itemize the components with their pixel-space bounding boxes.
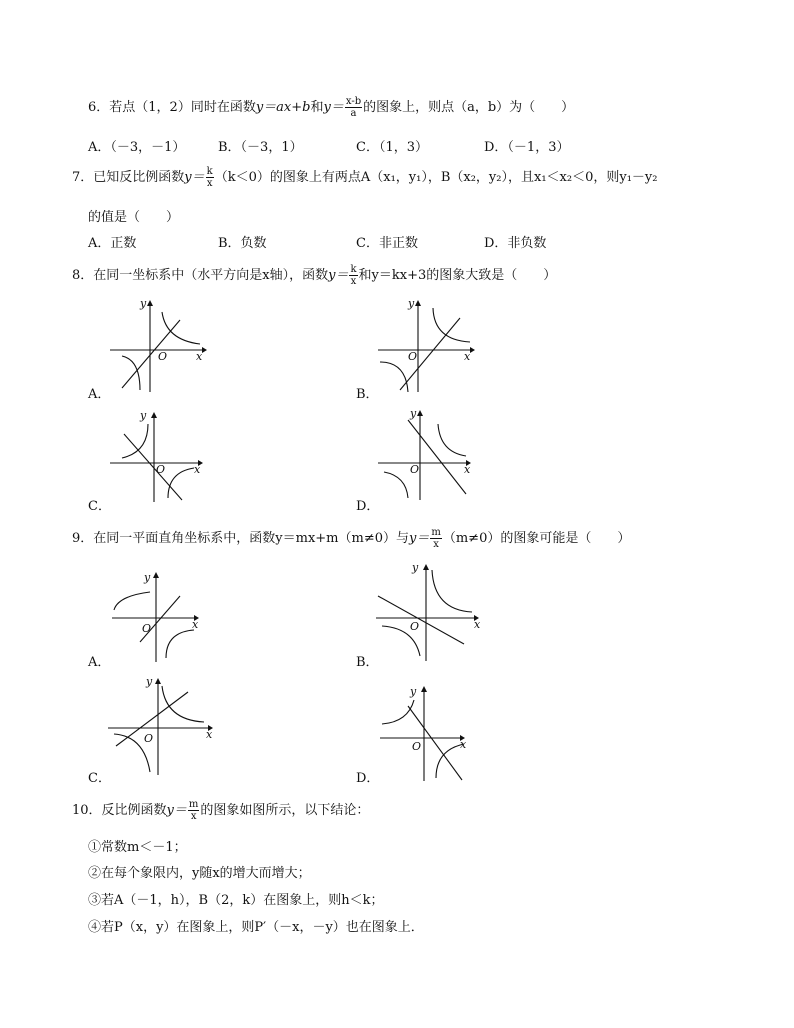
- line-graph: [378, 596, 464, 644]
- q7-option-b[interactable]: B．负数: [218, 236, 267, 251]
- y-arrow-icon: [417, 410, 423, 416]
- y-arrow-icon: [415, 300, 421, 306]
- q6-option-b[interactable]: B．（－3，1）: [218, 140, 303, 155]
- x-axis-label: x: [192, 618, 199, 631]
- x-axis-label: x: [460, 738, 467, 751]
- q9-fraction: $\frac{m}{x}$: [431, 527, 441, 550]
- origin-label: O: [156, 463, 166, 476]
- hyperbola-branch: [168, 468, 194, 498]
- hyperbola-branch: [114, 592, 150, 610]
- y-arrow-icon: [147, 300, 153, 306]
- q8-label-b: B．: [356, 387, 379, 402]
- hyperbola-branch: [433, 308, 470, 342]
- y-arrow-icon: [421, 686, 427, 692]
- x-axis-label: x: [474, 618, 481, 631]
- x-axis-label: x: [464, 350, 471, 363]
- x-arrow-icon: [470, 347, 475, 353]
- q8-graph-c[interactable]: [110, 408, 210, 503]
- q7-stem-cont: 的值是（ ）: [88, 210, 180, 225]
- q9-label-a: A．: [88, 655, 111, 670]
- y-axis-label: y: [144, 571, 151, 584]
- hyperbola-branch: [162, 686, 204, 722]
- hyperbola-branch: [438, 424, 466, 456]
- origin-label: O: [410, 463, 420, 476]
- q10-statement-2: ②在每个象限内，y随x的增大而增大；: [88, 866, 311, 881]
- q10-statement-4: ④若P（x，y）在图象上，则P′（－x，－y）也在图象上．: [88, 920, 424, 935]
- x-arrow-icon: [202, 347, 207, 353]
- q9-graph-a[interactable]: [112, 568, 212, 663]
- q7-option-a[interactable]: A．正数: [88, 236, 137, 251]
- y-axis-label: y: [412, 561, 419, 574]
- q7-fraction: $\frac{k}{x}$: [206, 166, 213, 189]
- q9-graph-c[interactable]: [108, 676, 218, 776]
- q6-option-d[interactable]: D．（－1，3）: [484, 140, 570, 155]
- y-arrow-icon: [423, 564, 429, 570]
- q8-graph-d[interactable]: [378, 406, 478, 501]
- y-arrow-icon: [151, 412, 157, 418]
- q8-fraction: $\frac{k}{x}$: [350, 264, 357, 287]
- q7-stem: 7．已知反比例函数y＝ $\frac{k}{x}$ （k＜0）的图象上有两点A（x₁，y₁），B（x₂，y₂），且x₁＜x₂＜0，则y₁－y₂: [72, 166, 658, 189]
- q7-option-c[interactable]: C．非正数: [356, 236, 418, 251]
- q8-graph-a[interactable]: [110, 298, 210, 393]
- origin-label: O: [158, 350, 168, 363]
- origin-label: O: [410, 620, 420, 633]
- origin-label: O: [144, 732, 154, 745]
- q9-label-b: B．: [356, 655, 379, 670]
- x-axis-label: x: [194, 463, 201, 476]
- q9-graph-b[interactable]: [376, 562, 486, 662]
- origin-label: O: [412, 740, 422, 753]
- q8-label-a: A．: [88, 387, 111, 402]
- y-axis-label: y: [146, 675, 153, 688]
- q9-label-d: D．: [356, 771, 380, 786]
- q9-stem: 9．在同一平面直角坐标系中，函数y＝mx+m（m≠0）与y＝ $\frac{m}{x}$ （m≠0）的图象可能是（ ）: [72, 527, 631, 550]
- q8-graph-b[interactable]: [378, 298, 478, 393]
- y-axis-label: y: [140, 409, 147, 422]
- y-arrow-icon: [155, 678, 161, 684]
- hyperbola-branch: [380, 362, 408, 392]
- x-axis-label: x: [464, 463, 471, 476]
- q8-label-c: C．: [88, 499, 111, 514]
- y-axis-label: y: [410, 407, 417, 420]
- q6-fraction: $\frac{x-b}{a}$: [345, 96, 362, 119]
- q6-option-c[interactable]: C．（1，3）: [356, 140, 428, 155]
- q6-stem: 6．若点（1，2）同时在函数y＝ax+b和y＝ $\frac{x-b}{a}$ 的图象上，则点（a，b）为（ ）: [88, 96, 575, 119]
- line-graph: [122, 320, 180, 388]
- line-graph: [408, 420, 466, 494]
- y-axis-label: y: [140, 297, 147, 310]
- hyperbola-branch: [432, 570, 472, 612]
- hyperbola-branch: [162, 312, 200, 344]
- origin-label: O: [408, 350, 418, 363]
- q8-stem: 8．在同一坐标系中（水平方向是x轴），函数y＝ $\frac{k}{x}$ 和y＝kx+3的图象大致是（ ）: [72, 264, 557, 287]
- hyperbola-branch: [166, 630, 194, 658]
- q6-option-a[interactable]: A．（－3，－1）: [88, 140, 186, 155]
- x-axis-label: x: [206, 728, 213, 741]
- q10-stem: 10．反比例函数y＝ $\frac{m}{x}$ 的图象如图所示，以下结论：: [72, 799, 370, 822]
- hyperbola-branch: [122, 424, 148, 458]
- origin-label: O: [142, 622, 152, 635]
- line-graph: [124, 434, 182, 500]
- line-graph: [140, 596, 180, 642]
- hyperbola-branch: [384, 472, 408, 498]
- q10-statement-1: ①常数m＜－1；: [88, 840, 187, 855]
- y-axis-label: y: [410, 685, 417, 698]
- q9-graph-d[interactable]: [380, 682, 480, 782]
- hyperbola-branch: [382, 700, 414, 724]
- x-axis-label: x: [196, 350, 203, 363]
- q10-statement-3: ③若A（－1，h），B（2，k）在图象上，则h＜k；: [88, 893, 384, 908]
- q8-label-d: D．: [356, 499, 380, 514]
- q10-fraction: $\frac{m}{x}$: [188, 799, 199, 822]
- y-axis-label: y: [408, 297, 415, 310]
- q9-label-c: C．: [88, 771, 111, 786]
- q7-option-d[interactable]: D．非负数: [484, 236, 547, 251]
- y-arrow-icon: [153, 572, 159, 578]
